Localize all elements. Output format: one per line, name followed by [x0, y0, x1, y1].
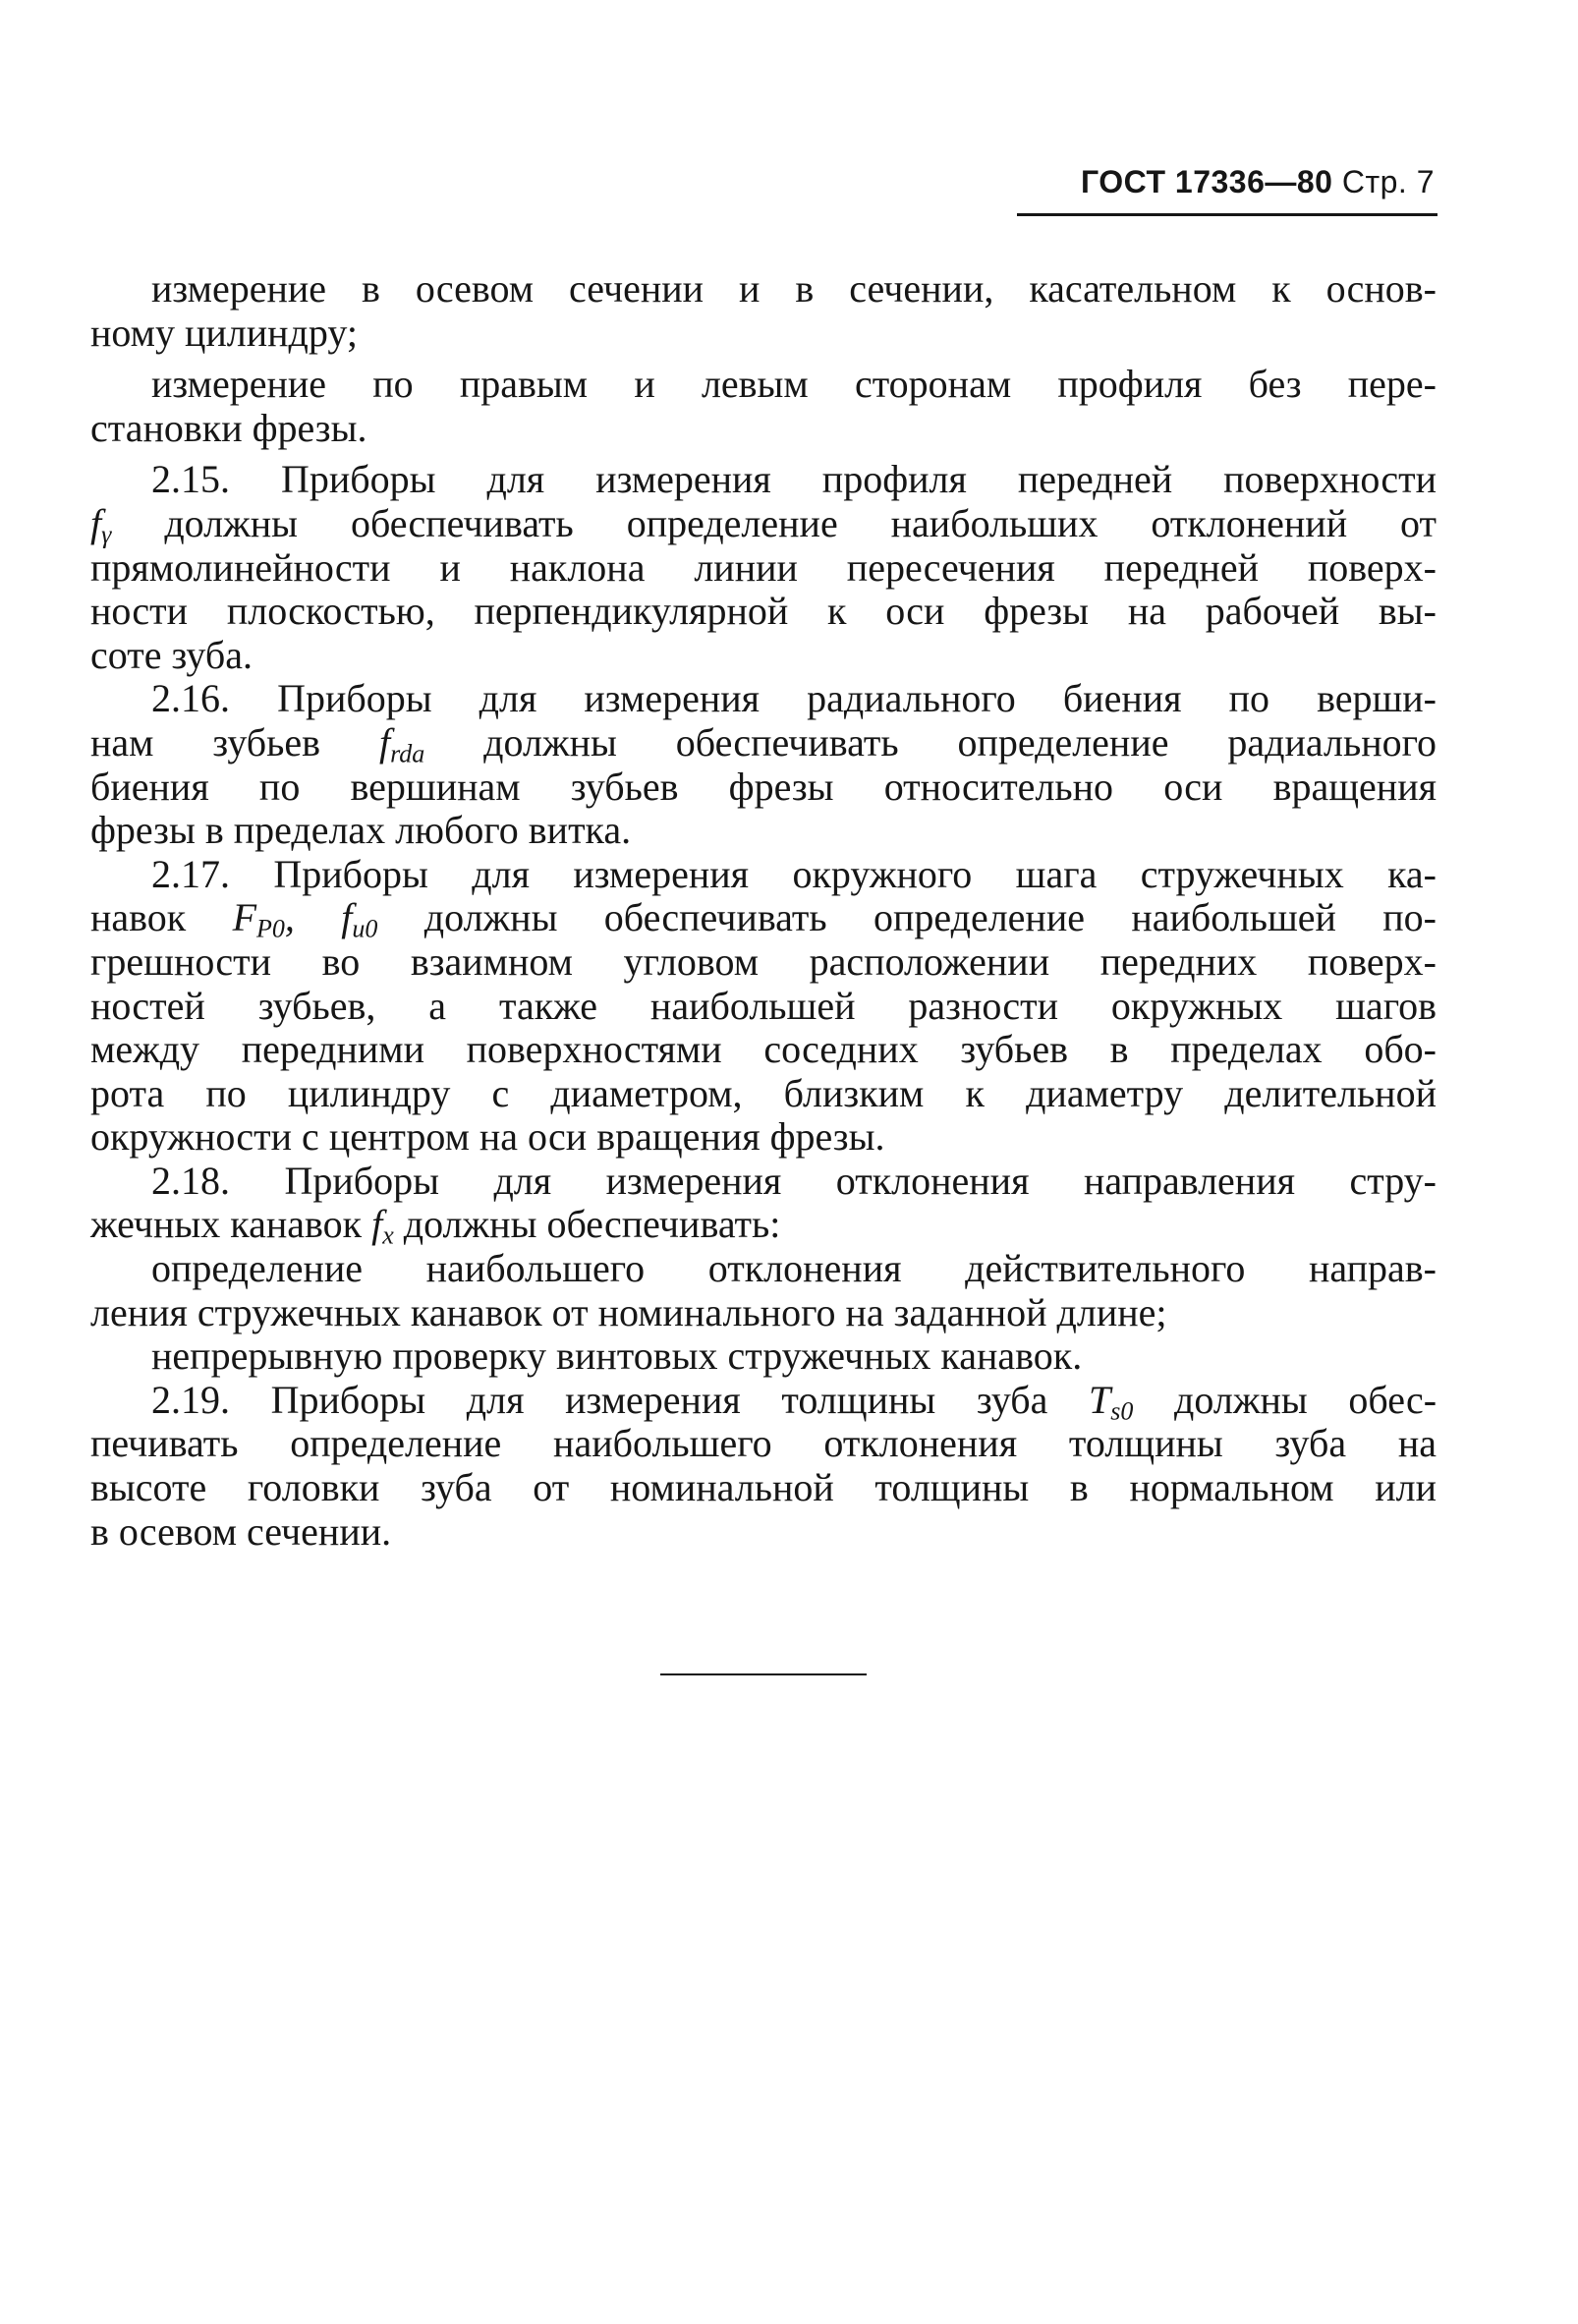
- paragraph-2-16: [90, 677, 1437, 852]
- text-line: прямолинейности и наклона линии пересечения передней поверх-: [90, 544, 1437, 590]
- text-line: определение наибольшего отклонения действительного направ-: [151, 1246, 1437, 1291]
- text-line: [90, 853, 1437, 897]
- text-line: ления стружечных канавок от номинального на заданной длине;: [90, 1289, 1167, 1334]
- standard-number: ГОСТ 17336—80: [1081, 164, 1333, 199]
- text-line: рота по цилиндру с диаметром, близким к диаметру делительной: [90, 1070, 1437, 1115]
- clause-number: 2.16.: [151, 676, 230, 721]
- text-line: навок $F_{P0}$, $f_{u0}$ должны обеспечивать определение наибольшей по-: [90, 895, 1437, 943]
- text-line: [90, 677, 1437, 721]
- text-line: окружности с центром на оси вращения фрезы.: [90, 1114, 885, 1160]
- paragraph-2-19: [90, 1379, 1437, 1554]
- text-line: непрерывную проверку винтовых стружечных канавок.: [151, 1333, 1083, 1379]
- text-line: высоте головки зуба от номинальной толщины в нормальном или: [90, 1465, 1437, 1510]
- paragraph-2-18: [90, 1158, 1437, 1250]
- symbol: $F_{P0}$, $f_{u0}$: [232, 895, 378, 943]
- symbol: $f_\gamma$: [90, 500, 112, 549]
- text-line: ности плоскостью, перпендикулярной к оси фрезы на рабочей вы-: [90, 589, 1437, 634]
- text-line: биения по вершинам зубьев фрезы относительно оси вращения: [90, 764, 1437, 809]
- text-line: [90, 500, 1437, 549]
- clause-text: Приборы для измерения радиального биения по верши-: [277, 676, 1437, 721]
- text-line: становки фрезы.: [90, 405, 367, 450]
- text-line: между передними поверхностями соседних зубьев в пределах обо-: [90, 1027, 1437, 1072]
- symbol: $f_x$: [371, 1202, 394, 1250]
- text-line: жечных канавок $f_x$ должны обеспечивать:: [90, 1202, 781, 1250]
- page-header: [1017, 162, 1435, 201]
- paragraph-direction-deviation: [90, 1247, 1437, 1334]
- clause-number: 2.17.: [151, 851, 230, 896]
- header-rule: [1017, 213, 1437, 216]
- text-line: [90, 1160, 1437, 1204]
- symbol: $T_{s0}$: [1089, 1377, 1134, 1426]
- paragraph-2-17: [90, 853, 1437, 1160]
- clause-number: 2.18.: [151, 1158, 230, 1203]
- text-line: ному цилиндру;: [90, 310, 358, 355]
- clause-text: Приборы для измерения профиля передней поверхности: [280, 457, 1437, 502]
- text-line: ностей зубьев, а также наибольшей разности окружных шагов: [90, 983, 1437, 1028]
- text-line: измерение по правым и левым сторонам профиля без пере-: [151, 362, 1437, 407]
- clause-text: должны обеспечивать определение наибольших отклонений от: [164, 500, 1437, 545]
- clause-text: Приборы для измерения окружного шага стружечных ка-: [273, 851, 1437, 896]
- paragraph-sides: [90, 363, 1437, 450]
- text-line: нам зубьев $f_{rda}$ должны обеспечивать определение радиального: [90, 719, 1437, 768]
- clause-number: 2.15.: [151, 457, 230, 502]
- text-line: грешности во взаимном угловом расположении передних поверх-: [90, 938, 1437, 984]
- text-line: в осевом сечении.: [90, 1508, 392, 1554]
- text-line: измерение в осевом сечении и в сечении, касательном к основ-: [151, 266, 1437, 311]
- text-line: фрезы в пределах любого витка.: [90, 808, 632, 853]
- clause-text: Приборы для измерения отклонения направления стру-: [284, 1158, 1437, 1203]
- symbol: $f_{rda}$: [378, 719, 425, 768]
- text-line: соте зуба.: [90, 632, 253, 677]
- text-line: печивать определение наибольшего отклонения толщины зуба на: [90, 1421, 1437, 1466]
- paragraph-continuous-check: [90, 1334, 1437, 1379]
- text-line: [90, 458, 1437, 502]
- page-number: Стр. 7: [1341, 164, 1435, 199]
- end-rule: [660, 1673, 867, 1675]
- paragraph-2-15: [90, 458, 1437, 677]
- document-body: [90, 267, 1437, 1554]
- paragraph-axial-section: [90, 267, 1437, 355]
- clause-number: 2.19.: [151, 1377, 230, 1422]
- text-line: 2.19. Приборы для измерения толщины зуба $T_{s0}$ должны обес-: [151, 1377, 1437, 1426]
